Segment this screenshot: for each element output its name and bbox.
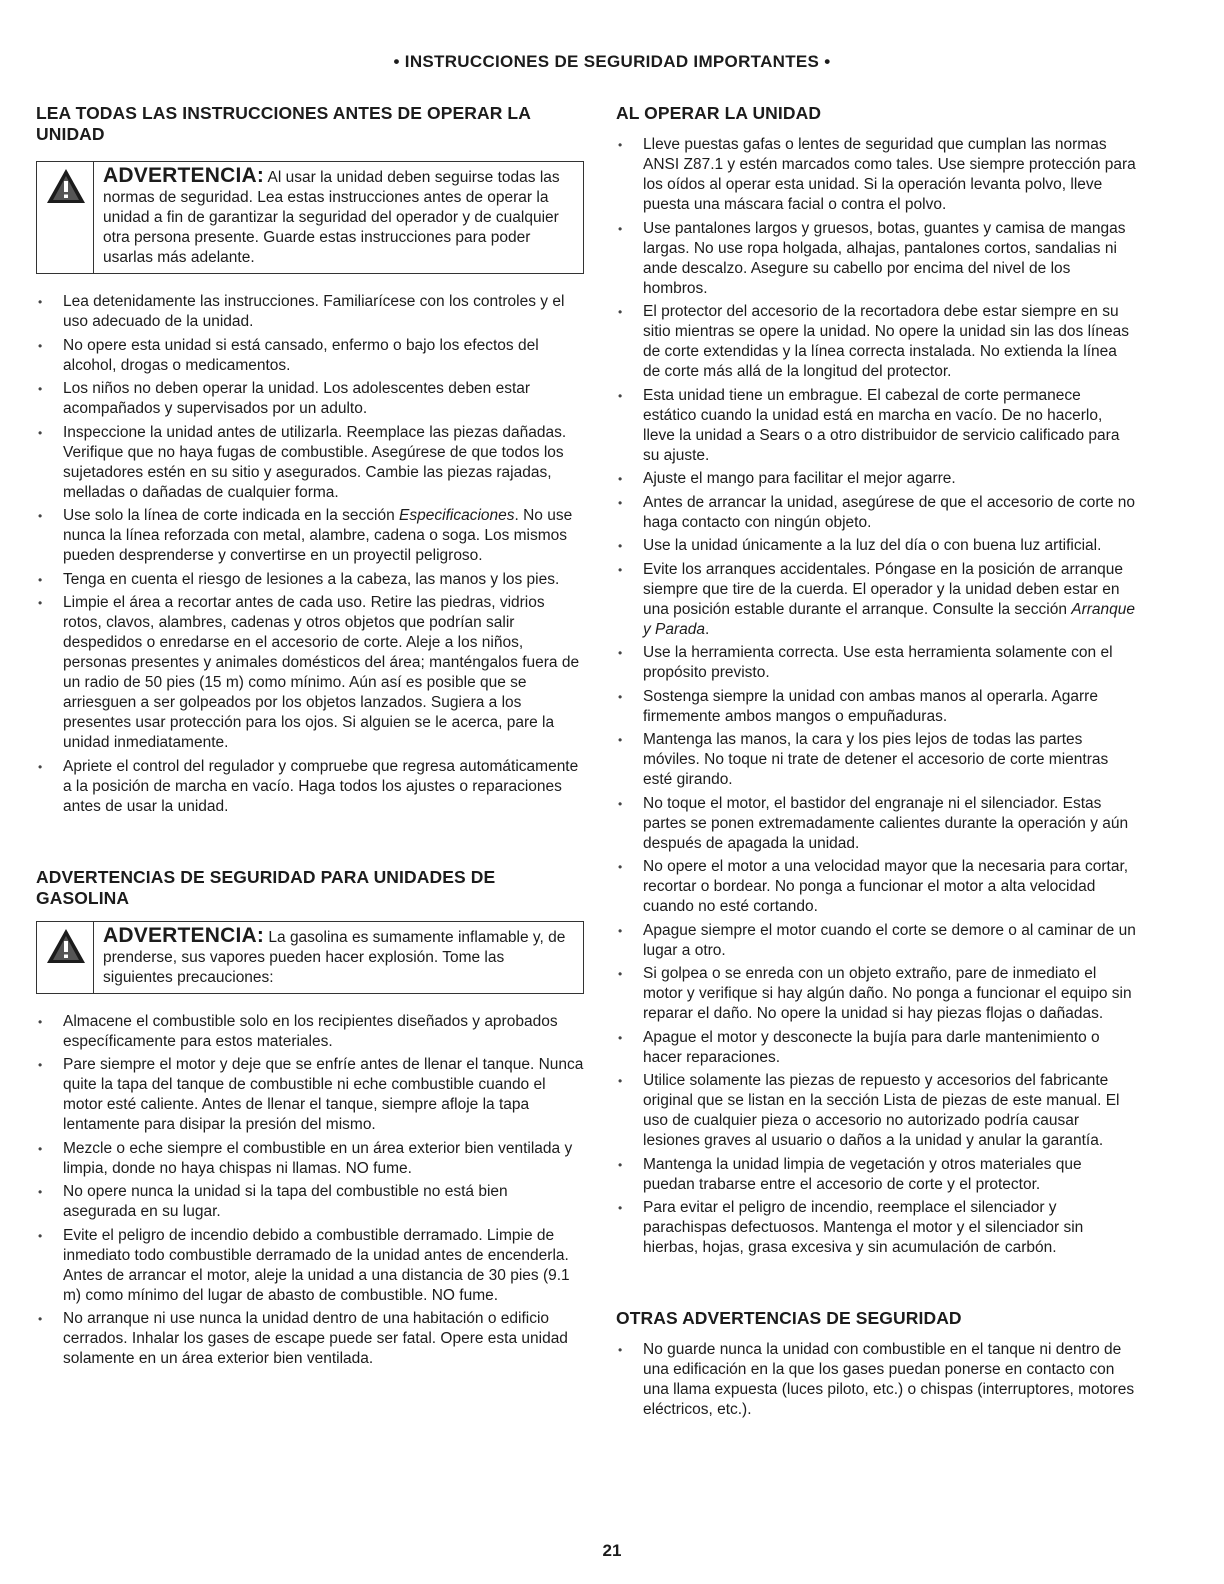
list-item bbox=[616, 560, 1136, 640]
list-item: • Inspeccione la unidad antes de utilizarla. Reemplace las piezas dañadas. Verifique que no haya fugas de combustible. Asegúrese de que todos los sujetadores estén en su sitio y asegurados. Cambie las piezas rajadas, melladas o dañadas de cualquier forma. bbox=[36, 423, 584, 503]
list-item: • No opere el motor a una velocidad mayor que la necesaria para cortar, recortar o bordear. No ponga a funcionar el motor a alta velocidad cuando no esté cortando. bbox=[616, 857, 1136, 917]
list-item: • Mantenga la unidad limpia de vegetación y otros materiales que puedan trabarse entre el accesorio de corte y el protector. bbox=[616, 1155, 1136, 1195]
section-heading-other-warnings: OTRAS ADVERTENCIAS DE SEGURIDAD bbox=[616, 1308, 962, 1328]
list-item: • No arranque ni use nunca la unidad dentro de una habitación o edificio cerrados. Inhalar los gases de escape puede ser fatal. Opere esta unidad solamente en un área exterior bien ventilada. bbox=[36, 1309, 584, 1369]
list-item: • El protector del accesorio de la recortadora debe estar siempre en su sitio mientras se opere la unidad. No opere la unidad sin las dos líneas de corte extendidas y la línea correcta instalada. No extienda la línea de corte más allá de la longitud del protector. bbox=[616, 302, 1136, 382]
list-item: • Mezcle o eche siempre el combustible en un área exterior bien ventilada y limpia, donde no haya chispas ni llamas. NO fume. bbox=[36, 1139, 584, 1179]
list-item: • Utilice solamente las piezas de repuesto y accesorios del fabricante original que se listan en la sección Lista de piezas de este manual. El uso de cualquier pieza o accesorio no autorizado podría causar lesiones graves al usuario o daños a la unidad y anular la garantía. bbox=[616, 1071, 1136, 1151]
section-heading-read-instructions: LEA TODAS LAS INSTRUCCIONES ANTES DE OPERAR LA UNIDAD bbox=[36, 103, 531, 144]
list-item: • Lleve puestas gafas o lentes de seguridad que cumplan las normas ANSI Z87.1 y estén marcados como tales. Use siempre protección para los oídos al operar esta unidad. Si la operación levanta polvo, lleve puesta una máscara facial o contra el polvo. bbox=[616, 135, 1136, 215]
list-item: • Use la unidad únicamente a la luz del día o con buena luz artificial. bbox=[616, 536, 1136, 556]
right-column bbox=[616, 103, 1136, 1424]
warning-divider bbox=[93, 922, 94, 993]
list-item: • Sostenga siempre la unidad con ambas manos al operarla. Agarre firmemente ambos mangos o empuñaduras. bbox=[616, 687, 1136, 727]
warning-text: Al usar la unidad deben seguirse todas las normas de seguridad. Lea estas instrucciones antes de operar la unidad a fin de garantizar la seguridad del operador y de cualquier otra persona presente. Guarde estas instrucciones para poder usarlas más adelante. bbox=[103, 169, 560, 266]
warning-title: ADVERTENCIA: bbox=[103, 164, 265, 187]
list-item: • No opere nunca la unidad si la tapa del combustible no está bien asegurada en su lugar. bbox=[36, 1182, 584, 1222]
warning-divider bbox=[93, 162, 94, 273]
warning-title: ADVERTENCIA: bbox=[103, 923, 265, 947]
list-item: • No toque el motor, el bastidor del engranaje ni el silenciador. Estas partes se ponen extremadamente calientes durante la operación y aún después de apagada la unidad. bbox=[616, 794, 1136, 854]
left-column bbox=[36, 103, 584, 1373]
list-item: • Apague siempre el motor cuando el corte se demore o al caminar de un lugar a otro. bbox=[616, 921, 1136, 961]
warning-triangle-icon bbox=[46, 928, 86, 964]
section-heading-gasoline-warnings: ADVERTENCIAS DE SEGURIDAD PARA UNIDADES DE GASOLINA bbox=[36, 866, 496, 908]
list-item: • Limpie el área a recortar antes de cada uso. Retire las piedras, vidrios rotos, clavos, alambres, cadenas y otros objetos que podrían salir despedidos o enredarse en el accesorio de corte. Aleje a los niños, personas presentes y animales domésticos del área; manténgalos fuera de un radio de 50 pies (15 m) como mínimo. Aún así es posible que se arriesguen a ser golpeados por los objetos lanzados. Sugiera a los presentes usar protección para los ojos. Si alguien se le acerca, pare la unidad inmediatamente. bbox=[36, 593, 584, 753]
list-item: • No opere esta unidad si está cansado, enfermo o bajo los efectos del alcohol, drogas o medicamentos. bbox=[36, 336, 584, 376]
list-item-text: . No use nunca la línea reforzada con metal, alambre, cadena o soga. Los mismos pueden desprenderse y convertirse en un proyectil peligroso. bbox=[63, 507, 573, 564]
list-item: • Evite el peligro de incendio debido a combustible derramado. Limpie de inmediato todo combustible derramado de la unidad antes de encenderla. Antes de arrancar el motor, aleje la unidad a una distancia de 30 pies (9.1 m) como mínimo del lugar de abasto de combustible. NO fume. bbox=[36, 1226, 584, 1306]
page-title: • INSTRUCCIONES DE SEGURIDAD IMPORTANTES • bbox=[393, 52, 831, 71]
list-item: • Mantenga las manos, la cara y los pies lejos de todas las partes móviles. No toque ni trate de detener el accesorio de corte mientras esté girando. bbox=[616, 730, 1136, 790]
list-item: • No guarde nunca la unidad con combustible en el tanque ni dentro de una edificación en la que los gases puedan ponerse en contacto con una llama expuesta (luces piloto, etc.) o chispas (interruptores, motores eléctricos, etc.). bbox=[616, 1340, 1136, 1420]
list-item: • Tenga en cuenta el riesgo de lesiones a la cabeza, las manos y los pies. bbox=[36, 570, 584, 590]
warning-triangle-icon bbox=[46, 168, 86, 204]
warning-box-gasoline bbox=[36, 921, 584, 994]
list-item-text: . bbox=[705, 620, 710, 638]
list-item: • Apriete el control del regulador y compruebe que regresa automáticamente a la posición de marcha en vacío. Haga todos los ajustes o reparaciones antes de usar la unidad. bbox=[36, 757, 584, 817]
warning-box-general bbox=[36, 161, 584, 274]
list-item: • Lea detenidamente las instrucciones. Familiarícese con los controles y el uso adecuado de la unidad. bbox=[36, 292, 584, 332]
list-item-text: Use solo la línea de corte indicada en la sección bbox=[63, 507, 395, 524]
bullet-list-general bbox=[36, 292, 584, 817]
section-heading-operating: AL OPERAR LA UNIDAD bbox=[616, 103, 822, 123]
list-item: • Use la herramienta correcta. Use esta herramienta solamente con el propósito previsto. bbox=[616, 643, 1136, 683]
list-item: • Esta unidad tiene un embrague. El cabezal de corte permanece estático cuando la unidad está en marcha en vacío. De no hacerlo, lleve la unidad a Sears o a otro distribuidor de servicio calificado para su ajuste. bbox=[616, 386, 1136, 466]
list-item-text: Evite los arranques accidentales. Póngase en la posición de arranque siempre que tire de la cuerda. El operador y la unidad deben estar en una posición estable durante el arranque. Consulte la sección bbox=[643, 560, 1123, 618]
bullet-list-operating bbox=[616, 135, 1136, 1258]
list-item: • Antes de arrancar la unidad, asegúrese de que el accesorio de corte no haga contacto con ningún objeto. bbox=[616, 493, 1136, 533]
warning-text: La gasolina es sumamente inflamable y, de prenderse, sus vapores pueden hacer explosión. Tome las siguientes precauciones: bbox=[103, 928, 566, 986]
bullet-list-gasoline bbox=[36, 1012, 584, 1370]
list-item: • Para evitar el peligro de incendio, reemplace el silenciador y parachispas defectuosos. Mantenga el motor y el silenciador sin hierbas, hojas, grasa excesiva y sin acumulación de carbón. bbox=[616, 1198, 1136, 1258]
list-item: • Use pantalones largos y gruesos, botas, guantes y camisa de mangas largas. No use ropa holgada, alhajas, pantalones cortos, sandalias ni ande descalzo. Asegure su cabello por encima del nivel de los hombros. bbox=[616, 219, 1136, 299]
list-item: • Apague el motor y desconecte la bujía para darle mantenimiento o hacer reparaciones. bbox=[616, 1028, 1136, 1068]
list-item: • Pare siempre el motor y deje que se enfríe antes de llenar el tanque. Nunca quite la tapa del tanque de combustible ni eche combustible cuando el motor esté caliente. Antes de llenar el tanque, siempre afloje la tapa lentamente para disipar la presión del mismo. bbox=[36, 1055, 584, 1135]
page-number: 21 bbox=[602, 1541, 622, 1560]
list-item: • Si golpea o se enreda con un objeto extraño, pare de inmediato el motor y verifique si hay algún daño. No ponga a funcionar el equipo sin reparar el daño. No opere la unidad si hay piezas flojas o dañadas. bbox=[616, 964, 1136, 1024]
list-item bbox=[36, 506, 584, 566]
start-stop-reference: Arranque y Parada bbox=[643, 600, 1136, 638]
specifications-reference: Especificaciones bbox=[399, 507, 515, 524]
list-item: • Almacene el combustible solo en los recipientes diseñados y aprobados específicamente para estos materiales. bbox=[36, 1012, 584, 1052]
bullet-list-other bbox=[616, 1340, 1136, 1420]
list-item: • Ajuste el mango para facilitar el mejor agarre. bbox=[616, 469, 1136, 489]
list-item: • Los niños no deben operar la unidad. Los adolescentes deben estar acompañados y supervisados por un adulto. bbox=[36, 379, 584, 419]
